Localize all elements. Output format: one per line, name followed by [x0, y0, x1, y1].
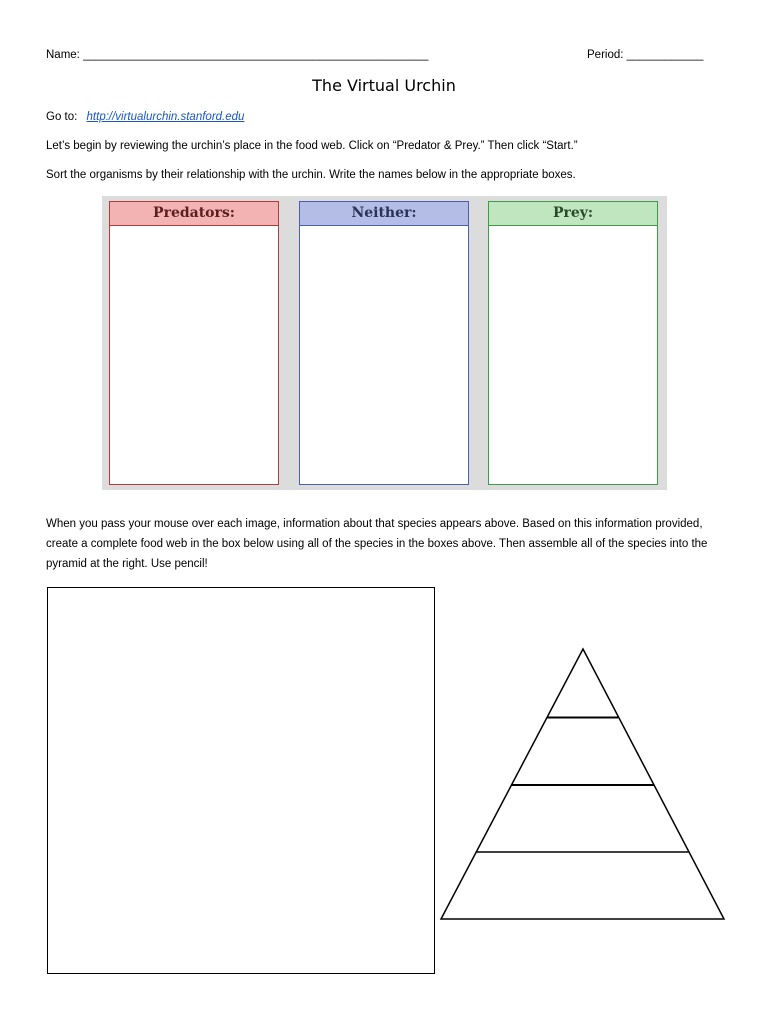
page-title: The Virtual Urchin	[312, 76, 456, 95]
prey-header: Prey:	[489, 202, 657, 226]
period-field-label: Period: ____________	[587, 49, 704, 61]
website-link[interactable]: http://virtualurchin.stanford.edu	[86, 111, 245, 123]
food-web-box	[47, 587, 435, 974]
instruction-line-2: Sort the organisms by their relationship with the urchin. Write the names below in the appropriate boxes.	[46, 169, 576, 181]
neither-box	[299, 201, 469, 485]
predators-header: Predators:	[110, 202, 278, 226]
name-field-label: Name: ______________________________________________________	[46, 49, 429, 61]
sorting-boxes	[102, 196, 667, 490]
goto-line	[46, 110, 244, 125]
food-web-instructions: When you pass your mouse over each image, information about that species appears above. Based on this information provided, create a complete food web in the box below using all of the species in the boxes above. Then assemble all of the species into the pyramid at the right. Use pencil!	[46, 518, 708, 570]
prey-box	[488, 201, 658, 485]
neither-header: Neither:	[300, 202, 468, 226]
energy-pyramid	[436, 644, 730, 926]
instruction-line-1: Let’s begin by reviewing the urchin’s place in the food web. Click on “Predator & Prey.” Then click “Start.”	[46, 140, 578, 152]
predators-box	[109, 201, 279, 485]
goto-prefix: Go to:	[46, 111, 78, 123]
